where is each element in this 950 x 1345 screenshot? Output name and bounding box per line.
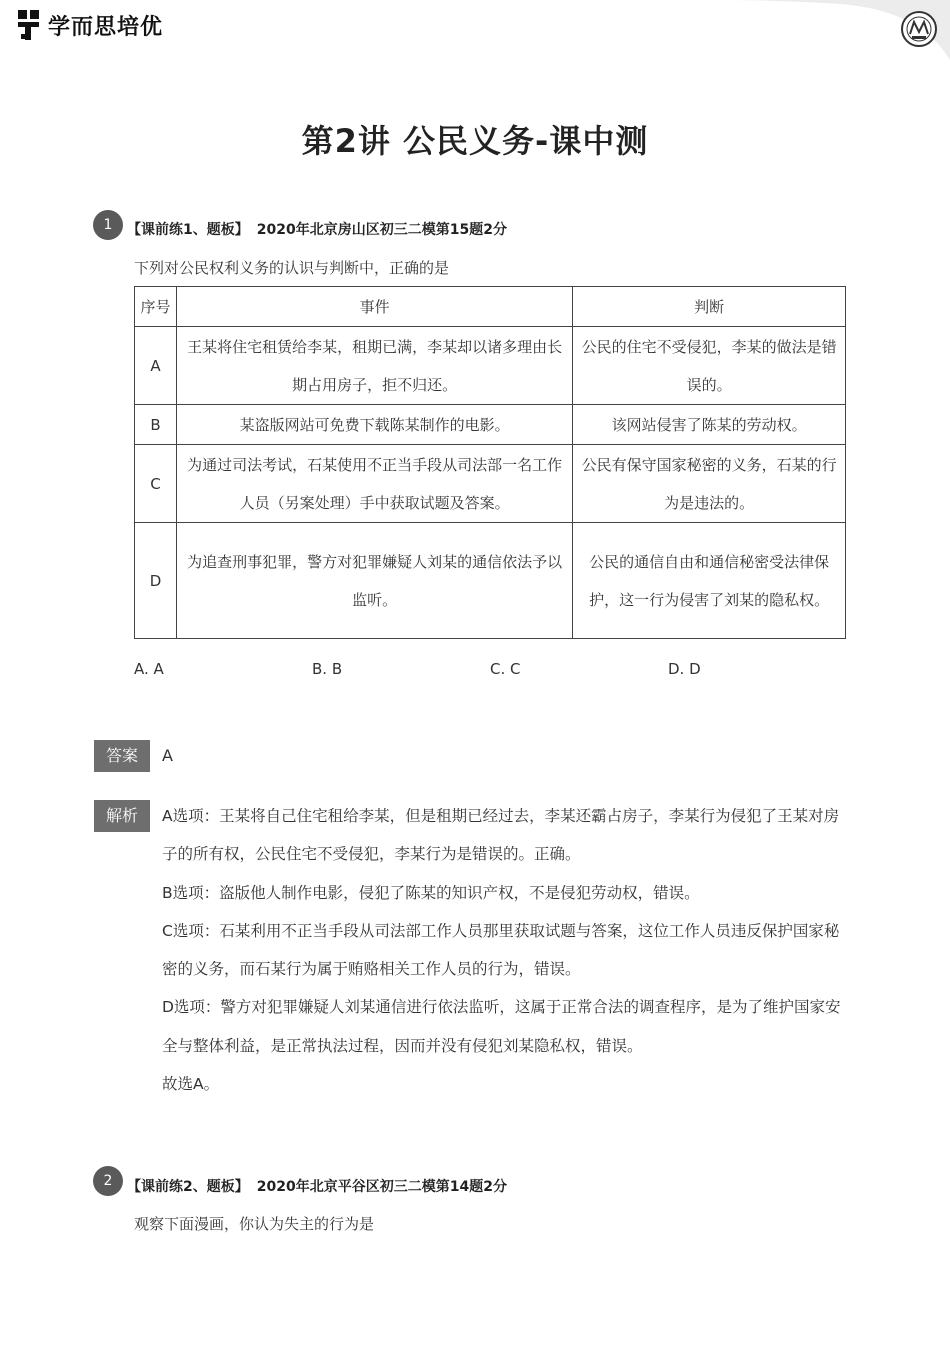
table-header-cell: 事件 <box>176 287 572 327</box>
table-row <box>135 327 846 405</box>
answer-choices <box>134 660 846 680</box>
question-number-badge: 2 <box>93 1166 123 1196</box>
table-row <box>135 445 846 523</box>
analysis-paragraph: C选项：石某利用不正当手段从司法部工作人员那里获取试题与答案，这位工作人员违反保护国家秘密的义务，而石某行为属于贿赂相关工作人员的行为，错误。 <box>162 921 840 979</box>
analysis-paragraph: 故选A。 <box>162 1075 220 1094</box>
mascot-badge-icon <box>900 10 938 48</box>
analysis-paragraph: D选项：警方对犯罪嫌疑人刘某通信进行依法监听，这属于正常合法的调查程序，是为了维护国家安全与整体利益，是正常执法过程，因而并没有侵犯刘某隐私权，错误。 <box>162 998 841 1055</box>
question-tag: 【课前练1、题板】 <box>127 222 249 238</box>
table-cell-no: D <box>135 523 177 639</box>
table-row <box>135 523 846 639</box>
table-cell-no: A <box>135 327 177 405</box>
question-header <box>127 1176 507 1196</box>
event-judgment-table <box>134 286 846 639</box>
question-source: 2020年北京房山区初三二模第15题2分 <box>256 222 507 238</box>
analysis-paragraph: B选项：盗版他人制作电影，侵犯了陈某的知识产权，不是侵犯劳动权，错误。 <box>162 883 700 902</box>
answer-label: 答案 <box>94 740 150 772</box>
table-cell-judgment: 公民有保守国家秘密的义务，石某的行为是违法的。 <box>573 445 846 523</box>
table-cell-no: B <box>135 405 177 445</box>
question-stem: 下列对公民权利义务的认识与判断中，正确的是 <box>134 259 450 277</box>
choice-d[interactable]: D. D <box>668 660 701 678</box>
table-header-row <box>135 287 846 327</box>
brand-logo-icon <box>16 8 42 42</box>
choice-c[interactable]: C. C <box>490 660 521 678</box>
question-header <box>127 219 507 239</box>
table-cell-no: C <box>135 445 177 523</box>
analysis-label: 解析 <box>94 800 150 832</box>
brand-name: 学而思培优 <box>48 14 164 40</box>
analysis-text <box>162 797 852 1103</box>
table-cell-judgment: 公民的住宅不受侵犯，李某的做法是错误的。 <box>573 327 846 405</box>
table-header-cell: 序号 <box>135 287 177 327</box>
question-stem: 观察下面漫画，你认为失主的行为是 <box>134 1215 375 1233</box>
answer-value: A <box>162 746 173 765</box>
question-tag: 【课前练2、题板】 <box>127 1179 249 1195</box>
question-number-badge: 1 <box>93 210 123 240</box>
table-cell-event: 某盗版网站可免费下载陈某制作的电影。 <box>176 405 572 445</box>
table-cell-judgment: 该网站侵害了陈某的劳动权。 <box>573 405 846 445</box>
table-cell-event: 为通过司法考试，石某使用不正当手段从司法部一名工作人员（另案处理）手中获取试题及答案。 <box>176 445 572 523</box>
analysis-paragraph: A选项：王某将自己住宅租给李某，但是租期已经过去，李某还霸占房子，李某行为侵犯了王某对房子的所有权，公民住宅不受侵犯，李某行为是错误的。正确。 <box>162 807 840 864</box>
table-cell-judgment: 公民的通信自由和通信秘密受法律保护，这一行为侵害了刘某的隐私权。 <box>573 523 846 639</box>
table-header-cell: 判断 <box>573 287 846 327</box>
table-cell-event: 王某将住宅租赁给李某，租期已满，李某却以诸多理由长期占用房子，拒不归还。 <box>176 327 572 405</box>
choice-a[interactable]: A. A <box>134 660 164 678</box>
question-source: 2020年北京平谷区初三二模第14题2分 <box>256 1179 507 1195</box>
brand-logo <box>16 8 163 42</box>
page-title: 第2讲 公民义务-课中测 <box>301 122 649 160</box>
table-cell-event: 为追查刑事犯罪，警方对犯罪嫌疑人刘某的通信依法予以监听。 <box>176 523 572 639</box>
table-row <box>135 405 846 445</box>
choice-b[interactable]: B. B <box>312 660 343 678</box>
